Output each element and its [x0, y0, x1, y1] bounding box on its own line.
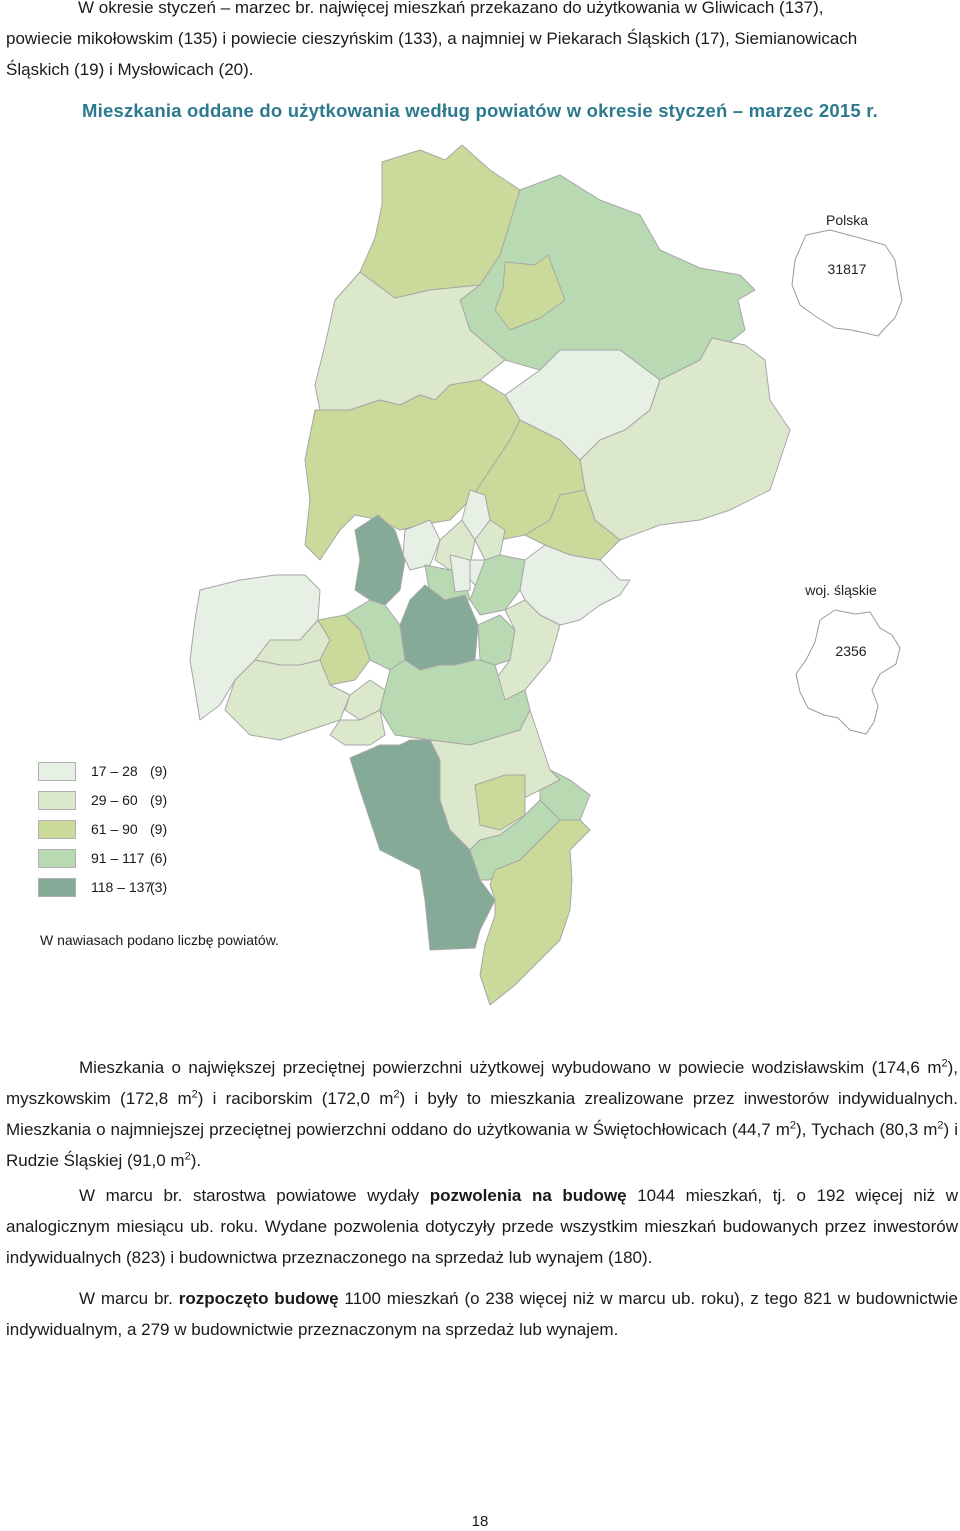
legend-range: 29 – 60: [91, 792, 138, 808]
legend-range: 118 – 137: [91, 879, 153, 895]
region-inset-label: woj. śląskie: [805, 582, 877, 598]
legend-swatch: [38, 791, 76, 810]
map-title: Mieszkania oddane do użytkowania według powiatów w okresie styczeń – marzec 2015 r.: [82, 100, 878, 121]
region-dark-centre: [400, 585, 478, 670]
legend-count: (9): [150, 792, 168, 808]
superscript: 2: [941, 1057, 948, 1070]
text-run: ), myszkowskim (172,8 m: [6, 1058, 958, 1108]
legend-count: (9): [150, 763, 168, 779]
text-run: 1100 mieszkań (o 238 więcej niż w marcu ub. roku), z tego 821 w budownictwie indywidualnym, a 279 w budownictwie przeznaczonym na sprzedaż lub wynajem.: [6, 1289, 958, 1339]
legend-note: W nawiasach podano liczbę powiatów.: [40, 932, 279, 948]
poland-inset-outline: [792, 230, 902, 336]
superscript: 2: [393, 1088, 400, 1101]
poland-inset-label: Polska: [825, 212, 869, 228]
text-run: ) i Rudzie Śląskiej (91,0 m: [6, 1120, 958, 1170]
intro-line-3: Śląskich (19) i Mysłowicach (20).: [6, 60, 254, 79]
region-centre-south-1: [478, 615, 515, 665]
text-run: 1044 mieszkań, tj. o 192 więcej niż w analogicznym miesiącu ub. roku. Wydane pozwolenia dotyczyły przede wszystkim mieszkań budowanych przez inwestorów indywidualnych (823) i budownictwa przeznaczonego na sprzedaż lub wynajem (180).: [6, 1186, 958, 1267]
superscript: 2: [789, 1119, 796, 1132]
paragraph-permits: [6, 1180, 958, 1273]
legend-swatch: [38, 762, 76, 781]
paragraph-construction: [6, 1283, 958, 1345]
page-number: 18: [471, 1513, 489, 1530]
intro-line-2: powiecie mikołowskim (135) i powiecie cieszyńskim (133), a najmniej w Piekarach Śląskich (17), Siemianowicach: [6, 29, 858, 48]
superscript: 2: [184, 1150, 191, 1163]
legend-swatch: [38, 878, 76, 897]
legend-range: 91 – 117: [91, 850, 145, 866]
text-run: W marcu br.: [79, 1289, 179, 1308]
poland-inset-value: 31817: [827, 261, 867, 277]
intro-line-1: W okresie styczeń – marzec br. najwięcej mieszkań przekazano do użytkowania w Gliwicach (137),: [78, 0, 824, 17]
text-run: Mieszkania o największej przeciętnej powierzchni użytkowej wybudowano w powiecie wodzisławskim (174,6 m: [79, 1058, 942, 1077]
legend-count: (3): [150, 879, 168, 895]
region-inset-value: 2356: [835, 643, 867, 659]
superscript: 2: [937, 1119, 944, 1132]
legend-count: (6): [150, 850, 168, 866]
text-run: ) i były to mieszkania zrealizowane przez inwestorów indywidualnych. Mieszkania o najmniejszej przeciętnej powierzchni oddano do użytkowania w Świętochłowicach (44,7 m: [6, 1089, 958, 1139]
paragraph-area: [6, 1052, 958, 1176]
legend-count: (9): [150, 821, 168, 837]
bold-text: pozwolenia na budowę: [429, 1186, 627, 1205]
legend-swatch: [38, 820, 76, 839]
legend-swatch: [38, 849, 76, 868]
text-run: W marcu br. starostwa powiatowe wydały: [79, 1186, 430, 1205]
text-run: ), Tychach (80,3 m: [796, 1120, 938, 1139]
legend-range: 17 – 28: [91, 763, 138, 779]
text-run: ) i raciborskim (172,0 m: [197, 1089, 394, 1108]
superscript: 2: [191, 1088, 198, 1101]
bold-text: rozpoczęto budowę: [178, 1289, 339, 1308]
legend-range: 61 – 90: [91, 821, 138, 837]
region-inset-outline: [796, 610, 900, 734]
text-run: ).: [190, 1151, 202, 1170]
